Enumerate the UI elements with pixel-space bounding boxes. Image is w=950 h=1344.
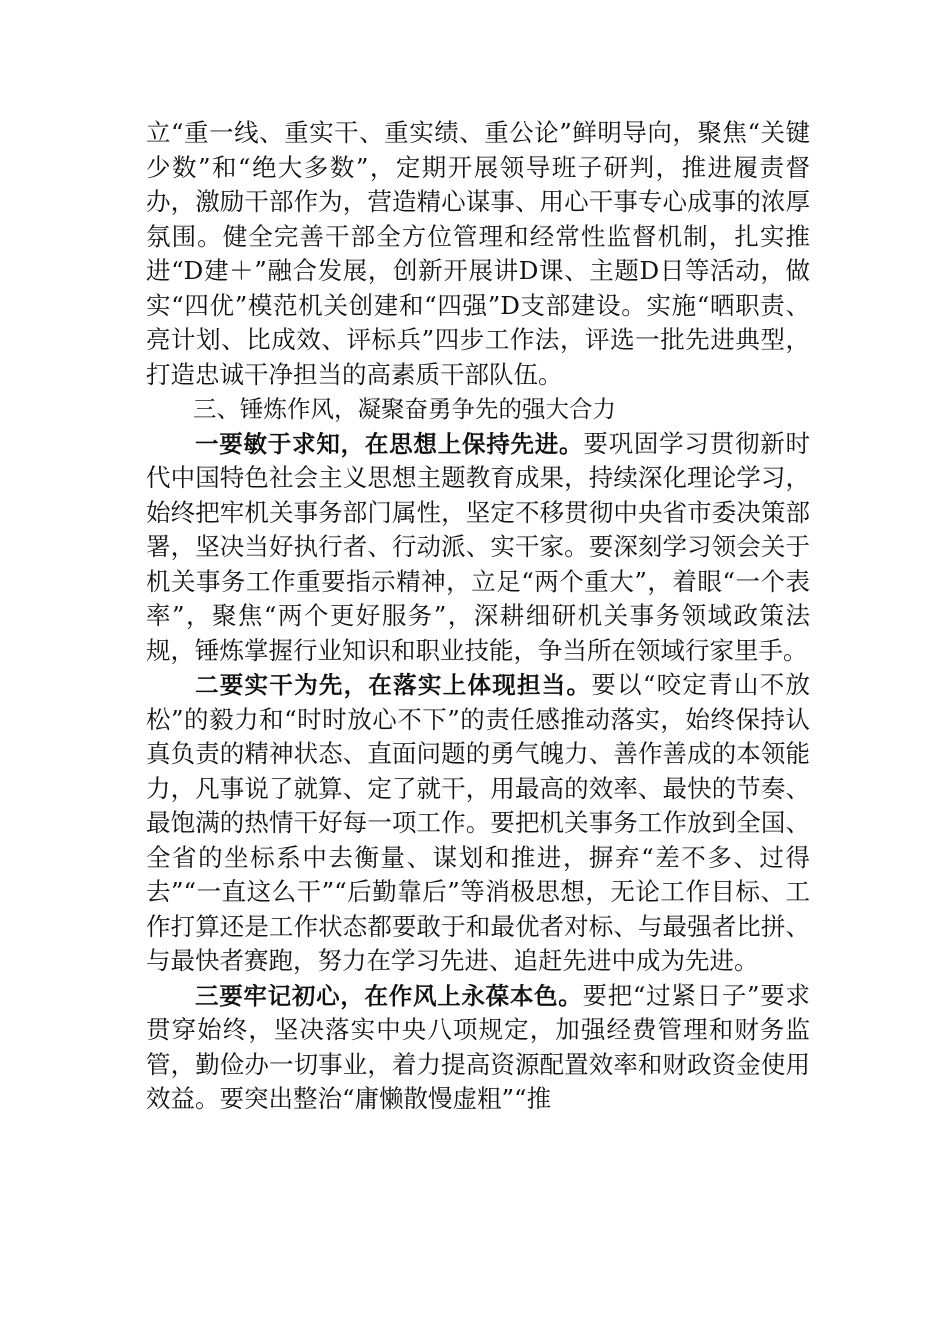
item-1-body: 要巩固学习贯彻新时代中国特色社会主义思想主题教育成果，持续深化理论学习，始终把牢机关事务部门属性，坚定不移贯彻中央省市委决策部署，坚决当好执行者、行动派、实干家。要深刻学习领会关于机关事务工作重要指示精神，立足“两个重大”，着眼“一个表率”，聚焦“两个更好服务”，深耕细研机关事务领域政策法规，锤炼掌握行业知识和职业技能，争当所在领域行家里手。 bbox=[146, 428, 811, 665]
item-2-body: 要以“咬定青山不放松”的毅力和“时时放心不下”的责任感推动落实，始终保持认真负责的精神状态、直面问题的勇气魄力、善作善成的本领能力，凡事说了就算、定了就干，用最高的效率、最快的节奏、最饱满的热情干好每一项工作。要把机关事务工作放到全国、全省的坐标系中去衡量、谋划和推进，摒弃“差不多、过得去”“一直这么干”“后勤靠后”等消极思想，无论工作目标、工作打算还是工作状态都要敢于和最优者对标、与最强者比拼、与最快者赛跑，努力在学习先进、追赶先进中成为先进。 bbox=[146, 670, 810, 975]
item-paragraph-1 bbox=[146, 427, 810, 669]
item-2-lead: 二要实干为先，在落实上体现担当。 bbox=[195, 671, 592, 699]
item-paragraph-3 bbox=[146, 979, 810, 1117]
paragraph-continued: 立“重一线、重实干、重实绩、重公论”鲜明导向，聚焦“关键少数”和“绝大多数”，定期开展领导班子研判，推进履责督办，激励干部作为，营造精心谋事、用心干事专心成事的浓厚氛围。健全完善干部全方位管理和经常性监督机制，扎实推进“D建＋”融合发展，创新开展讲D课、主题D日等活动，做实“四优”模范机关创建和“四强”D支部建设。实施“晒职责、亮计划、比成效、评标兵”四步工作法，评选一批先进典型，打造忠诚干净担当的高素质干部队伍。 bbox=[146, 118, 810, 389]
document-page bbox=[146, 116, 810, 1117]
item-1-lead: 一要敏于求知，在思想上保持先进。 bbox=[195, 429, 584, 458]
section-heading: 三、锤炼作风，凝聚奋勇争先的强大合力 bbox=[193, 395, 616, 423]
item-3-lead: 三要牢记初心，在作风上永葆本色。 bbox=[195, 981, 583, 1010]
item-3-body: 要把“过紧日子”要求贯穿始终，坚决落实中央八项规定，加强经费管理和财务监管，勤俭办一切事业，着力提高资源配置效率和财政资金使用效益。要突出整治“庸懒散慢虚粗”“推 bbox=[146, 980, 810, 1113]
item-paragraph-2 bbox=[146, 668, 810, 979]
